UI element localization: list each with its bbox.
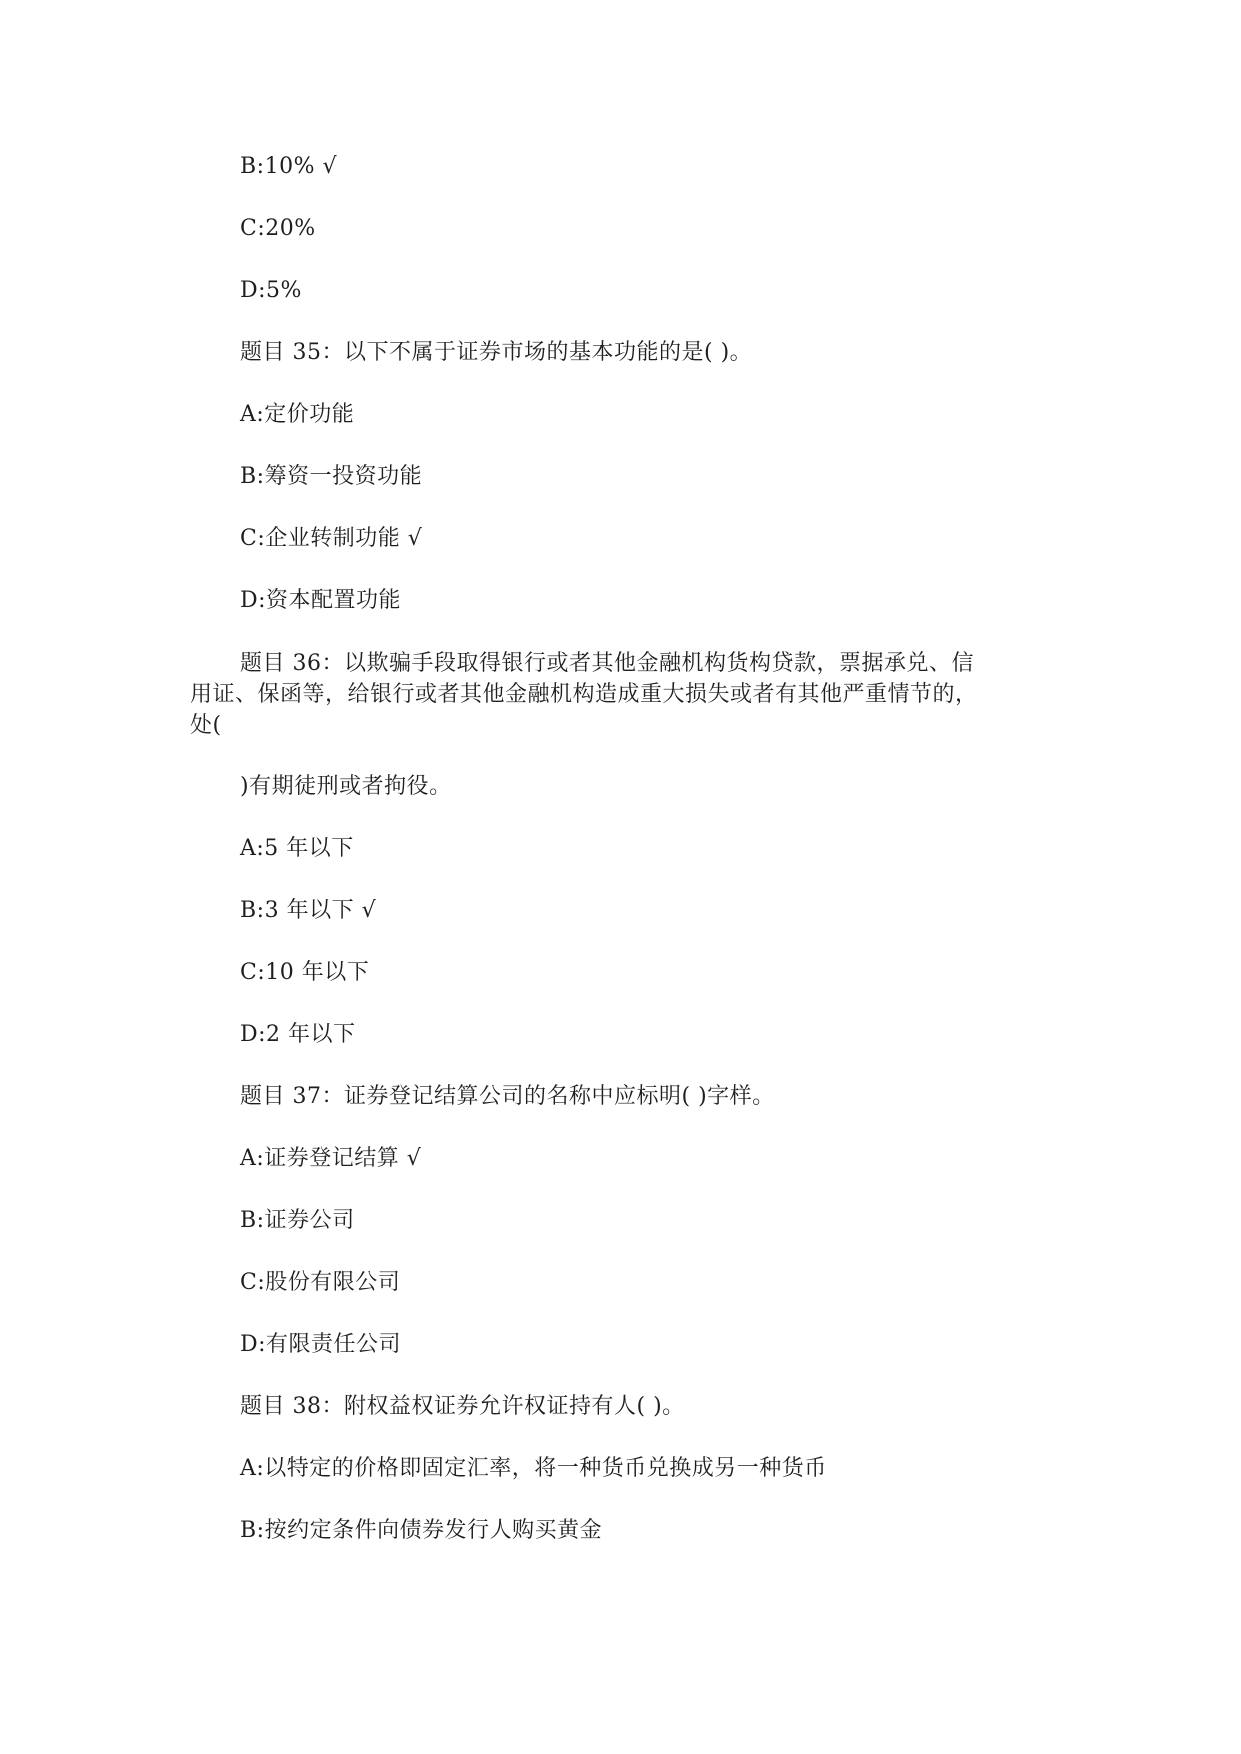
option-a-q36: A:5 年以下: [240, 836, 354, 861]
question-36-line-1: 题目 36：以欺骗手段取得银行或者其他金融机构货构贷款，票据承兑、信: [240, 651, 974, 676]
option-b-q36: B:3 年以下 √: [240, 898, 377, 923]
option-d-q37: D:有限责任公司: [240, 1332, 402, 1357]
option-a-q37: A:证券登记结算 √: [240, 1146, 422, 1171]
question-36-line-2: 用证、保函等，给银行或者其他金融机构造成重大损失或者有其他严重情节的，: [190, 682, 978, 707]
option-c-q36: C:10 年以下: [240, 960, 370, 985]
question-38: 题目 38：附权益权证券允许权证持有人( )。: [240, 1394, 685, 1419]
question-37: 题目 37：证券登记结算公司的名称中应标明( )字样。: [240, 1084, 775, 1109]
question-35: 题目 35：以下不属于证券市场的基本功能的是( )。: [240, 340, 753, 365]
option-c-q34: C:20%: [240, 216, 316, 241]
option-b-q34: B:10% √: [240, 154, 337, 179]
option-c-q35: C:企业转制功能 √: [240, 526, 423, 551]
option-c-q37: C:股份有限公司: [240, 1270, 401, 1295]
question-36: [190, 648, 1070, 741]
option-d-q34: D:5%: [240, 278, 302, 303]
option-b-q38: B:按约定条件向债券发行人购买黄金: [240, 1518, 603, 1543]
option-b-q35: B:筹资一投资功能: [240, 464, 423, 489]
option-a-q35: A:定价功能: [240, 402, 355, 427]
option-a-q38: A:以特定的价格即固定汇率，将一种货币兑换成另一种货币: [240, 1456, 827, 1481]
question-36-line-3: 处(: [190, 713, 222, 738]
option-d-q36: D:2 年以下: [240, 1022, 356, 1047]
option-b-q37: B:证券公司: [240, 1208, 355, 1233]
option-d-q35: D:资本配置功能: [240, 588, 402, 613]
question-36-continued: )有期徒刑或者拘役。: [240, 774, 452, 799]
